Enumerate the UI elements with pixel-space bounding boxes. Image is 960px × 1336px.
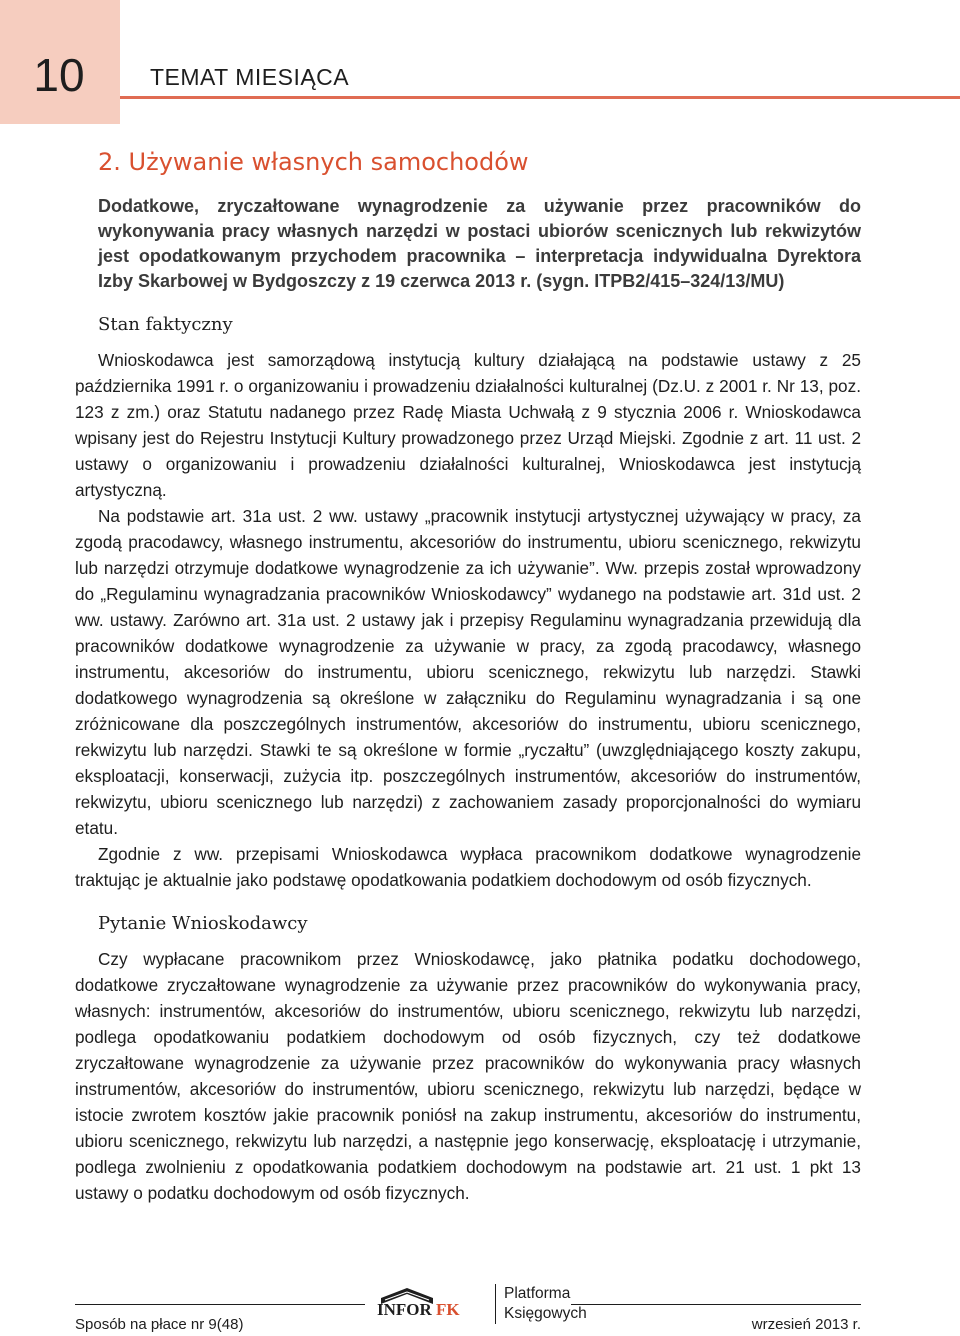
publication-name: Sposób na płace nr 9(48) [75,1316,244,1333]
logo-fk: FK [436,1300,460,1319]
publication-date: wrzesień 2013 r. [751,1316,861,1333]
question-heading: Pytanie Wnioskodawcy [98,913,308,934]
platform-line-1: Platforma [504,1285,571,1302]
facts-paragraph: Na podstawie art. 31a ust. 2 ww. ustawy „pracownik instytucji artystycznej używający w pracy, za zgodą pracodawcy, własnego instrumentu, akcesoriów do instrumentu, ubioru scenicznego, rekwizytu lub narzędzi otrzymuje dodatkowe wynagrodzenie za ich używanie”. Ww. przepis został wprowadzony do „Regulaminu wynagradzania pracowników Wnioskodawcy” wydanego na podstawie art. 31d ust. 2 ww. ustawy. Zarówno art. 31a ust. 2 ustawy jak i przepisy Regulaminu wynagradzania przewidują dla pracowników dodatkowe wynagrodzenie za używanie w pracy, za zgodą pracodawcy, własnego instrumentu, akcesoriów do instrumentu, ubioru scenicznego, rekwizytu lub narzędzi. Stawki dodatkowego wynagrodzenia są określone w załączniku do Regulaminu wynagradzania i są one zróżnicowane dla poszczególnych instrumentów, akcesoriów do instrumentu, ubioru scenicznego, rekwizytu lub narzędzi. Stawki te są określone w formie „ryczałtu” (uwzględniającego koszty zakupu, eksploatacji, konserwacji, zużycia itp. poszczególnych instrumentów, akcesoriów do instrumentów, rekwizytu, ubioru scenicznego lub narzędzi) z zachowaniem zasady proporcjonalności do wymiaru etatu. [75,506,861,838]
infor-fk-logo [377,1300,460,1320]
article-lead: Dodatkowe, zryczałtowane wynagrodzenie za używanie przez pracowników do wykonywania pracy własnych narzędzi w postaci ubiorów scenicznych lub rekwizytów jest opodatkowanym przychodem pracownika – interpretacja indywidualna Dyrektora Izby Skarbowej w Bydgoszczy z 19 czerwca 2013 r. (sygn. ITPB2/415–324/13/MU) [98,196,861,291]
question-paragraph: Czy wypłacane pracownikom przez Wnioskodawcę, jako płatnika podatku dochodowego, dodatkowe zryczałtowane wynagrodzenie za używanie przez pracowników do wykonywania pracy, własnych: instrumentów, akcesoriów do instrumentów, ubioru scenicznego, rekwizytu lub narzędzi, podlega opodatkowaniu podatkiem dochodowym od osób fizycznych, czy też dodatkowe zryczałtowane wynagrodzenie za używanie przez pracowników do wykonywania pracy własnych instrumentów, akcesoriów do instrumentów, ubioru scenicznego, rekwizytu lub narzędzi, będące w istocie zwrotem kosztów jakie pracownik poniósł na zakup instrumentu, akcesoriów do instrumentu, ubioru scenicznego, rekwizytu lub narzędzi, a następnie jego konserwację, eksploatację i utrzymanie, podlega zwolnieniu z opodatkowania podatkiem dochodowym na podstawie art. 21 ust. 1 pkt 13 ustawy o podatku dochodowym od osób fizycznych. [75,949,861,1203]
article-body [75,148,861,1206]
article-title: 2. Używanie własnych samochodów [98,148,529,176]
page-number: 10 [33,49,85,101]
footer-rule-right [571,1304,861,1305]
header-rule [120,96,960,99]
platform-line-2: Księgowych [504,1305,587,1322]
facts-paragraph: Zgodnie z ww. przepisami Wnioskodawca wypłaca pracownikom dodatkowe wynagrodzenie traktując je aktualnie jako podstawę opodatkowania podatkiem dochodowym od osób fizycznych. [75,844,861,890]
platform-name [495,1284,587,1324]
logo-infor: INFOR [377,1300,432,1319]
footer-rule-left [75,1304,365,1305]
facts-paragraph: Wnioskodawca jest samorządową instytucją kultury działającą na podstawie ustawy z 25 października 1991 r. o organizowaniu i prowadzeniu działalności kulturalnej (Dz.U. z 2001 r. Nr 13, poz. 123 z zm.) oraz Statutu nadanego przez Radę Miasta Uchwałą z 9 stycznia 2006 r. Wnioskodawca wpisany jest do Rejestru Instytucji Kultury prowadzonego przez Urząd Miejski. Zgodnie z art. 11 ust. 2 ustawy o organizowaniu i prowadzeniu działalności kulturalnej, Wnioskodawca jest instytucją artystyczną. [75,350,861,500]
section-label: TEMAT MIESIĄCA [150,64,350,90]
facts-heading: Stan faktyczny [98,314,233,335]
